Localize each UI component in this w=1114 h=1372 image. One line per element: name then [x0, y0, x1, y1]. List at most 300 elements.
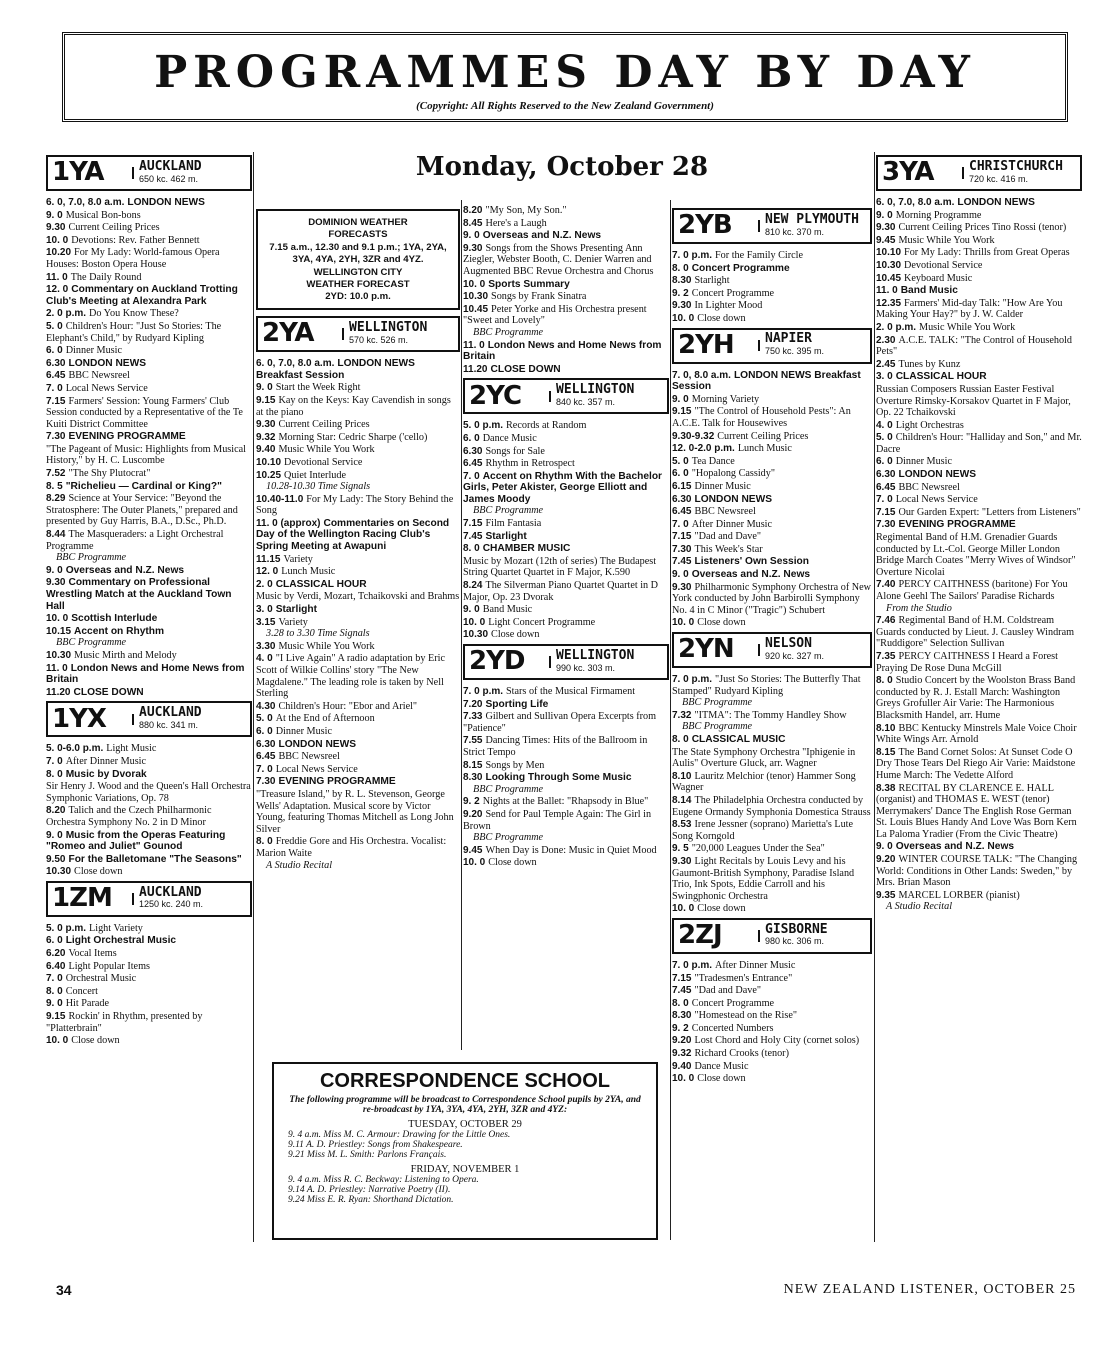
programme-entry	[672, 1073, 872, 1085]
programme-entry	[46, 431, 252, 443]
programme-time: 9.15	[672, 406, 692, 418]
programme-entry	[46, 345, 252, 357]
programme-title: Music by Verdi, Mozart, Tchaikovski and Brahms	[256, 591, 460, 603]
station-info	[760, 211, 859, 238]
programme-title: Starlight	[485, 530, 527, 542]
programme-time: 7.45	[672, 556, 692, 568]
programme-title: LONDON NEWS Breakfast Session	[672, 369, 861, 393]
station-header	[672, 918, 872, 954]
programme-title: Orchestral Music	[65, 973, 137, 985]
programme-time: 9. 0	[46, 829, 63, 841]
programme-entry	[463, 735, 669, 758]
programme-title: LONDON NEWS	[127, 197, 205, 208]
programme-title: Lost Chord and Holy City (cornet solos)	[694, 1035, 860, 1047]
programme-time: 10.30	[463, 291, 489, 303]
programme-entry	[463, 543, 669, 555]
programme-entry	[463, 230, 669, 242]
programme-entry	[46, 781, 252, 804]
programme-entry	[876, 420, 1082, 432]
programme-time: 10. 0	[46, 234, 69, 246]
station-header	[876, 155, 1082, 191]
programme-title: "Just So Stories: The Butterfly That Stamped" Rudyard Kipling	[672, 674, 861, 697]
programme-time: 7.46	[876, 615, 896, 627]
programme-title: Songs by Frank Sinatra	[491, 291, 587, 303]
programme-time: 8. 0	[46, 985, 63, 997]
station-city: WELLINGTON	[556, 647, 635, 663]
programme-time: 8.30	[672, 275, 692, 287]
programme-time: 8. 0	[463, 543, 480, 555]
programme-title: Music from the Operas Featuring "Romeo and Juliet" Gounod	[46, 829, 226, 853]
station-city: NAPIER	[765, 331, 812, 347]
programme-entry	[256, 470, 460, 493]
programme-title: Close down	[697, 617, 746, 629]
page-number: 34	[56, 1282, 72, 1298]
programme-entry	[46, 626, 252, 649]
correspondence-day: TUESDAY, OCTOBER 29	[408, 1119, 522, 1130]
programme-entry	[256, 701, 460, 713]
programme-time: 7. 0 p.m.	[672, 959, 713, 971]
programme-title: Music While You Work	[278, 640, 375, 652]
programme-entry	[876, 298, 1082, 321]
programme-entry	[46, 769, 252, 781]
programme-title: Sports Summary	[488, 278, 570, 290]
programme-title: Dancing Times: Hits of the Ballroom in Strict Tempo	[463, 735, 648, 758]
programme-time: 6.30	[672, 493, 692, 505]
programme-title: Variety	[283, 553, 313, 565]
programme-entry	[256, 395, 460, 418]
programme-title: Philharmonic Symphony Orchestra of New York conducted by John Barbirolli Symphony No. 4 in C Minor ("Tragic") Schubert	[672, 581, 872, 616]
programme-title: "My Son, My Son."	[485, 205, 567, 216]
programme-entry	[46, 854, 252, 866]
programme-entry	[672, 456, 872, 468]
programme-time: 8.53	[672, 819, 692, 831]
programme-time: 8. 5	[46, 480, 63, 492]
programme-title: Current Ceiling Prices	[68, 222, 160, 234]
programme-title: Morning Variety	[691, 393, 760, 405]
programme-entry	[876, 384, 1082, 419]
programme-title: LONDON NEWS	[957, 197, 1035, 208]
station-block	[463, 644, 669, 869]
programme-entry	[46, 1035, 252, 1047]
programme-title: For My Lady: The Story Behind the Song	[256, 493, 454, 517]
programme-title: BBC Newsreel	[694, 506, 756, 518]
programme-title: Music by Dvorak	[65, 768, 147, 780]
programme-title: This Week's Star	[694, 543, 763, 555]
programme-time: 7. 0	[46, 755, 63, 767]
programme-title: RECITAL BY CLARENCE E. HALL (organist) and THOMAS E. WEST (tenor) Merrymakers' Dance The English Rose German St. Louis Blues Handy And Love Was Born Kern La Paloma Yradier (From the Civic Theatre)	[876, 782, 1077, 840]
programme-entry	[256, 764, 460, 776]
programme-entry	[256, 641, 460, 653]
programme-time: 11. 0	[463, 339, 485, 351]
programme-time: 9.30	[463, 242, 483, 254]
programme-entry	[672, 960, 872, 972]
programme-entry	[256, 604, 460, 616]
programme-entry	[463, 531, 669, 543]
programme-time: 7.55	[463, 735, 483, 747]
programme-time: 12. 0-2.0 p.m.	[672, 443, 735, 455]
station-header	[672, 632, 872, 668]
programme-title: Stars of the Musical Firmament	[506, 686, 636, 697]
programme-entry	[256, 726, 460, 738]
programme-time: 10.15	[46, 625, 72, 637]
programme-entry	[46, 613, 252, 625]
programme-time: 6. 0	[46, 935, 63, 947]
programme-title: Light Variety	[89, 922, 143, 934]
station-block	[46, 701, 252, 878]
programme-title: "The Pageant of Music: Highlights from Musical History," by H. C. Luscombe	[46, 443, 246, 467]
programme-time: 11. 0 (approx)	[256, 517, 321, 529]
weather-title: FORECASTS	[328, 228, 388, 240]
programme-entry	[672, 288, 872, 300]
programme-title: Richard Crooks (tenor)	[694, 1048, 789, 1060]
correspondence-intro: The following programme will be broadcast to Correspondence School pupils by 2YA, and re-broadcast by 1YA, 3YA, 4YA, 2YH, 3ZR and 4YZ:	[289, 1095, 641, 1115]
programme-time: 10. 0	[463, 616, 486, 628]
programme-title: Commentary on Professional Wrestling Match at the Auckland Town Hall	[46, 577, 232, 612]
station-block	[256, 316, 460, 871]
programme-entry	[672, 1010, 872, 1022]
programme-entry	[256, 358, 460, 381]
programme-entry	[876, 371, 1082, 383]
programme-title: Farmers' Mid-day Talk: "How Are You Making Your Hay?" by J. W. Calder	[876, 297, 1063, 321]
programme-entry	[672, 531, 872, 543]
programme-title: EVENING PROGRAMME	[68, 431, 186, 443]
programme-entry	[463, 556, 669, 579]
programme-entry	[463, 218, 669, 230]
page-title: PROGRAMMES DAY BY DAY	[154, 47, 976, 98]
programme-title: Close down	[697, 312, 746, 324]
programme-time: 6.15	[672, 480, 692, 492]
programme-time: 8.30	[672, 1010, 692, 1022]
programme-title: Talich and the Czech Philharmonic Orchestra Symphony No. 2 in D Minor	[46, 805, 212, 828]
programme-time: 9.35	[876, 889, 896, 901]
programme-time: 10. 0	[46, 613, 69, 625]
programme-title: "Treasure Island," by R. L. Stevenson, George Wells' Adaptation. Musical score by Victor Young, featuring Thomas Mitchell as Long John Silver	[256, 788, 454, 835]
programme-entry	[876, 615, 1082, 650]
programme-time: 9. 0	[672, 569, 689, 581]
programme-entry	[876, 285, 1082, 297]
programme-entry	[672, 1048, 872, 1060]
programme-time: 5. 0 p.m.	[463, 420, 504, 432]
programme-entry	[463, 809, 669, 844]
programme-title: Musical Bon-bons	[65, 209, 141, 221]
programme-time: 6. 0, 7.0, 8.0 a.m.	[256, 358, 335, 370]
programme-entry	[876, 579, 1082, 614]
programme-title: BBC Newsreel	[898, 481, 960, 493]
programme-entry	[876, 322, 1082, 334]
programme-title: The Philadelphia Orchestra conducted by Eugene Ormandy Symphonia Domestica Strauss	[672, 794, 871, 818]
programme-title: Keyboard Music	[904, 272, 973, 284]
programme-time: 8.14	[672, 794, 692, 806]
programme-title: LONDON NEWS	[694, 493, 773, 505]
station-call-sign: 2ZJ	[674, 930, 760, 942]
programme-entry	[256, 494, 460, 517]
programme-title: Studio Concert by the Woolston Brass Band conducted by R. J. Estall March: Washington Greys Grofuller Air Varie: The Harmonious Blacksmith Handel, arr. Hume	[876, 675, 1076, 721]
programme-title: Hit Parade	[65, 998, 109, 1010]
programme-entry	[876, 723, 1082, 746]
programme-time: 9.32	[672, 1048, 692, 1060]
programme-entry	[876, 507, 1082, 519]
programme-title: "The Control of Household Pests": An A.C.E. Talk for Housewives	[672, 406, 851, 429]
column-rule	[670, 200, 671, 1240]
programme-time: 8.44	[46, 529, 66, 541]
programme-title: Concert Programme	[691, 287, 775, 299]
programme-entry	[463, 772, 669, 795]
programme-time: 10.30	[46, 649, 72, 661]
programme-title: Concert Programme	[691, 262, 790, 274]
station-city: WELLINGTON	[556, 382, 635, 398]
programme-entry	[46, 986, 252, 998]
programme-title: Dinner Music	[895, 456, 952, 468]
programme-title: Band Music	[482, 604, 533, 616]
station-city: AUCKLAND	[139, 158, 202, 174]
programme-title: Sporting Life	[485, 698, 549, 710]
programme-entry	[463, 471, 669, 517]
programme-entry	[672, 406, 872, 429]
programme-title: Irene Jessner (soprano) Marietta's Lute Song Korngold	[672, 819, 854, 842]
programme-time: 7.15	[672, 531, 692, 543]
programme-time: 10. 0	[463, 857, 486, 869]
programme-entry	[672, 443, 872, 455]
programme-title: Music Mirth and Melody	[74, 649, 177, 661]
programme-title: Send for Paul Temple Again: The Girl in Brown	[463, 808, 652, 832]
programme-entry	[672, 819, 872, 842]
programme-time: 2. 0 p.m.	[876, 321, 917, 333]
programme-time: 6.30	[256, 738, 276, 750]
programme-entry	[876, 359, 1082, 371]
programme-entry	[876, 456, 1082, 468]
programme-time: 3.30	[256, 640, 276, 652]
programme-title: Overseas and N.Z. News	[482, 230, 602, 242]
programme-entry	[672, 1023, 872, 1035]
programme-title: The Masqueraders: a Light Orchestral Programme	[46, 529, 224, 552]
programme-time: 9.30	[672, 581, 692, 593]
programme-title: Dance Music	[482, 432, 537, 444]
station-info	[760, 333, 824, 357]
programme-title: Dinner Music	[275, 725, 332, 737]
programme-entry	[256, 751, 460, 763]
programme-entry	[46, 663, 252, 686]
programme-title: "I Live Again" A radio adaptation by Eric Scott of Wilkie Collins' story "The New Magdalene." The leading role is taken by Nell Sterling	[256, 653, 445, 700]
station-city: NEW PLYMOUTH	[765, 211, 859, 227]
programme-title: CHAMBER MUSIC	[482, 543, 571, 555]
programme-title: Local News Service	[275, 763, 358, 775]
programme-entry	[672, 856, 872, 902]
station-info	[760, 635, 825, 662]
programme-time: 9.20	[672, 1035, 692, 1047]
programme-time: 11. 0	[46, 271, 68, 283]
programme-title: Variety	[278, 616, 308, 628]
station-block	[672, 328, 872, 629]
programme-entry	[463, 364, 669, 376]
programme-entry	[46, 247, 252, 270]
programme-entry	[876, 494, 1082, 506]
programme-time: 8.20	[46, 805, 66, 817]
programme-time: 8. 0	[46, 768, 63, 780]
programme-time: 10.30	[463, 629, 489, 641]
programme-time: 8.15	[876, 746, 896, 758]
programme-title: For the Family Circle	[715, 250, 804, 261]
programme-entry	[876, 235, 1082, 247]
programme-time: 6. 0	[672, 468, 689, 480]
programme-title: Light Recitals by Louis Levy and his Gaumont-British Symphony, Paradise Island Trio, Ink Spots, Eddie Carroll and his Swingphonic Orchestra	[672, 855, 855, 902]
programme-title: Light Popular Items	[68, 960, 150, 972]
programme-time: 10.40-11.0	[256, 493, 304, 505]
programme-title: For My Lady: Thrills from Great Operas	[904, 247, 1070, 259]
programme-title: "Homestead on the Rise"	[694, 1010, 798, 1022]
programme-title: Listeners' Own Session	[694, 556, 809, 568]
programme-title: PERCY CAITHNESS (baritone) For You Alone Geehl The Sailors' Paradise Richards	[876, 579, 1068, 602]
programme-time: 7.45	[463, 530, 483, 542]
programme-title: CLASSICAL HOUR	[275, 578, 367, 590]
programme-entry	[672, 903, 872, 915]
column-1	[46, 152, 252, 1048]
programme-time: 10.45	[463, 303, 489, 315]
programme-title: London News and Home News from Britain	[46, 662, 245, 686]
programme-time: 8.10	[672, 770, 692, 782]
programme-time: 4. 0	[256, 653, 273, 665]
programme-time: 6. 0	[463, 432, 480, 444]
station-block	[463, 205, 669, 375]
programme-entry	[876, 841, 1082, 853]
programme-title: Vocal Items	[68, 948, 117, 960]
programme-title: For My Lady: World-famous Opera Houses: Boston Opera House	[46, 247, 220, 270]
programme-time: 9.15	[256, 394, 276, 406]
programme-entry	[46, 866, 252, 878]
programme-entry	[672, 263, 872, 275]
programme-title: BBC Newsreel	[278, 751, 340, 763]
station-block	[46, 881, 252, 1047]
column-3	[463, 205, 669, 870]
programme-entry	[463, 279, 669, 291]
programme-time: 7.32	[672, 709, 692, 721]
programme-time: 9. 5	[672, 843, 689, 855]
programme-time: 6.45	[46, 370, 66, 382]
programme-entry	[256, 444, 460, 456]
programme-title: Lunch Music	[737, 443, 792, 455]
programme-entry	[463, 340, 669, 363]
programme-entry	[463, 291, 669, 303]
programme-time: 9.30	[46, 222, 66, 234]
programme-title: MARCEL LORBER (pianist)	[898, 889, 1020, 901]
programme-time: 10. 0	[463, 278, 486, 290]
weather-forecast-box	[256, 209, 460, 310]
station-info	[551, 647, 635, 674]
programme-entry	[672, 250, 872, 262]
programme-time: 7.30	[46, 431, 66, 443]
programme-entry	[256, 591, 460, 603]
programme-time: 2. 0	[256, 578, 273, 590]
programme-entry	[672, 617, 872, 629]
programme-entry	[46, 998, 252, 1010]
programme-title: LONDON NEWS	[68, 357, 147, 369]
programme-title: Quiet Interlude	[284, 469, 346, 481]
programme-time: 10. 0	[672, 312, 695, 324]
station-block	[463, 378, 669, 641]
programme-note: BBC Programme	[473, 783, 544, 795]
station-call-sign: 1YA	[48, 167, 134, 179]
programme-entry	[46, 308, 252, 320]
programme-title: Commentaries on Second Day of the Wellington Racing Club's Spring Meeting at Awapuni	[256, 517, 450, 553]
programme-entry	[256, 617, 460, 640]
programme-time: 12. 0	[46, 284, 69, 296]
programme-time: 9.50	[46, 853, 66, 865]
programme-title: LONDON NEWS	[898, 469, 977, 481]
programme-entry	[46, 743, 252, 755]
programme-title: Peter Yorke and His Orchestra present "Sweet and Lovely"	[463, 303, 647, 327]
programme-title: "ITMA": The Tommy Handley Show	[694, 709, 847, 721]
station-info	[551, 384, 634, 408]
programme-title: Gilbert and Sullivan Opera Excerpts from "Patience"	[463, 711, 657, 734]
station-info	[134, 158, 202, 185]
column-2	[256, 205, 460, 872]
programme-title: BBC Kentucky Minstrels Male Voice Choir White Wings Arr. Arnold	[876, 722, 1077, 746]
programme-time: 8. 0	[672, 997, 689, 1009]
programme-entry	[463, 686, 669, 698]
programme-title: Freddie Gore and His Orchestra. Vocalist: Marion Waite	[256, 836, 447, 859]
programme-title: "Dad and Dave"	[694, 985, 762, 997]
programme-entry	[46, 284, 252, 307]
programme-entry	[256, 776, 460, 788]
programme-time: 6. 0	[876, 456, 893, 468]
station-header	[672, 208, 872, 244]
programme-title: Band Music	[900, 285, 958, 297]
programme-entry	[463, 699, 669, 711]
station-city: CHRISTCHURCH	[969, 158, 1063, 174]
programme-entry	[672, 998, 872, 1010]
programme-time: 9.15	[46, 1011, 66, 1023]
programme-title: Devotional Service	[284, 456, 363, 468]
programme-entry	[672, 370, 872, 393]
programme-time: 7. 0, 8.0 a.m.	[672, 369, 731, 381]
programme-title: "20,000 Leagues Under the Sea"	[691, 843, 825, 855]
programme-time: 7. 0 p.m.	[672, 674, 713, 686]
programme-entry	[672, 795, 872, 818]
programme-title: Nights at the Ballet: "Rhapsody in Blue"	[482, 796, 649, 808]
programme-title: EVENING PROGRAMME	[278, 776, 396, 788]
programme-entry	[463, 711, 669, 734]
station-call-sign: 2YN	[674, 644, 760, 656]
programme-time: 10. 0	[46, 1035, 69, 1047]
station-city: NELSON	[765, 635, 812, 651]
programme-note: BBC Programme	[56, 637, 127, 649]
programme-entry	[672, 582, 872, 617]
programme-entry	[256, 713, 460, 725]
programme-title: Lunch Music	[281, 566, 336, 578]
programme-time: 7. 0 p.m.	[463, 686, 504, 697]
programme-entry	[256, 579, 460, 591]
programme-time: 6. 0	[46, 345, 63, 357]
programme-title: Close down	[74, 866, 123, 878]
programme-time: 7.52	[46, 468, 66, 480]
programme-time: 6.30	[46, 357, 66, 369]
station-call-sign: 2YD	[465, 656, 551, 668]
programme-title: Close down	[71, 1035, 120, 1047]
programme-time: 6.45	[256, 751, 276, 763]
programme-title: Morning Star: Cedric Sharpe ('cello)	[278, 431, 428, 443]
weather-line: 2YD: 10.0 p.m.	[325, 290, 391, 302]
programme-time: 6.30	[463, 445, 483, 457]
programme-time: 9.30	[256, 419, 276, 431]
programme-entry	[46, 396, 252, 431]
programme-title: Starlight	[694, 275, 730, 287]
programme-title: Light Music	[106, 743, 157, 755]
programme-time: 8.24	[463, 580, 483, 592]
programme-time: 11. 0	[876, 285, 898, 297]
programme-title: Close down	[697, 903, 746, 915]
programme-time: 6. 0, 7.0, 8.0 a.m.	[46, 197, 125, 208]
programme-entry	[463, 243, 669, 278]
programme-entry	[463, 304, 669, 339]
